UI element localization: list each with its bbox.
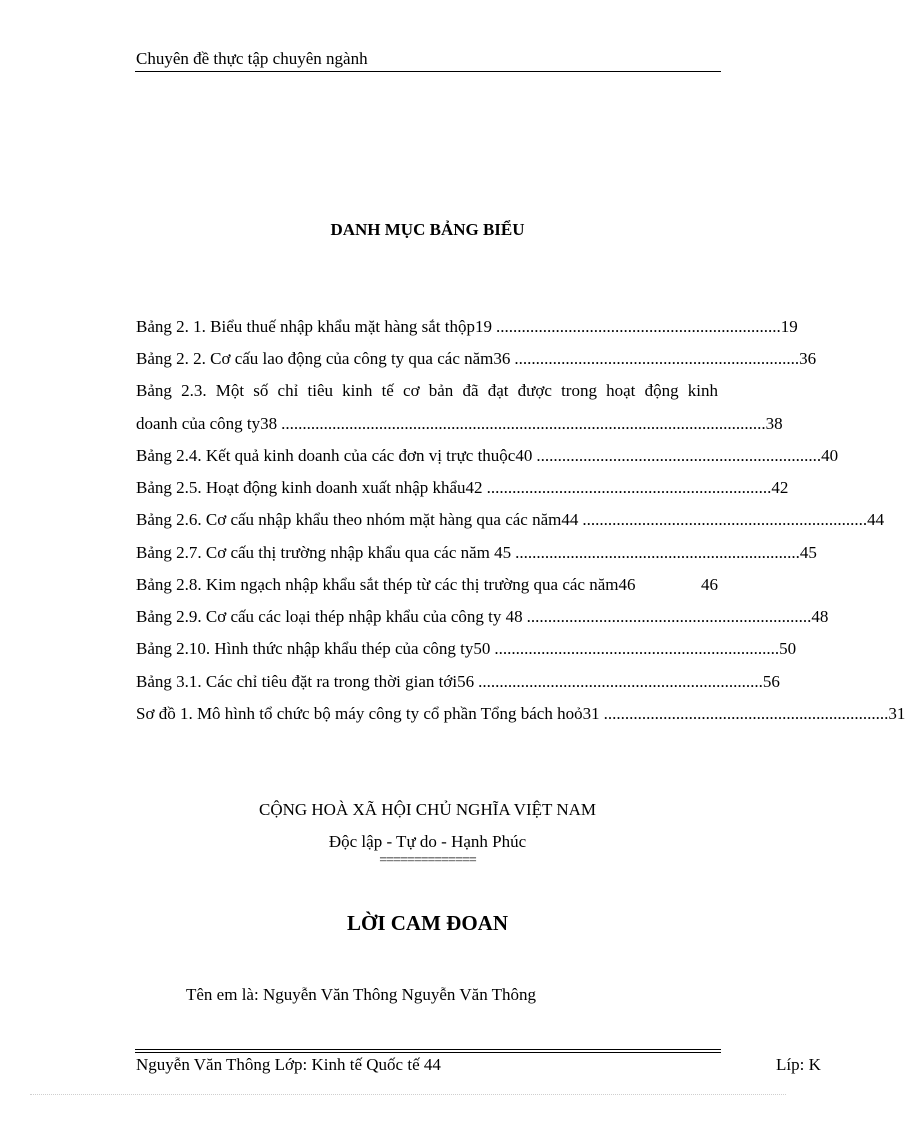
toc-entry[interactable] — [136, 317, 798, 337]
page-edge-dotted — [30, 1094, 786, 1095]
footer-student-info: Nguyễn Văn Thông Lớp: Kinh tế Quốc tế 44 — [136, 1055, 441, 1074]
toc-entry-leader: ................................................................... — [515, 543, 800, 562]
toc-entry[interactable] — [136, 704, 905, 724]
footer-rule — [135, 1049, 721, 1050]
toc-entry-leader: .................................................................................................................. — [281, 414, 766, 433]
toc-entry-page: 40 — [821, 446, 839, 465]
toc-entry-leader: ................................................................... — [536, 446, 822, 465]
toc-entry-leader: ................................................................... — [603, 704, 889, 723]
toc-entry-page: 56 — [762, 672, 780, 691]
running-header: Chuyên đề thực tập chuyên ngành — [136, 49, 368, 68]
toc-entry[interactable] — [136, 414, 783, 434]
toc-entry-label: Bảng 2. 1. Biểu thuế nhập khẩu mặt hàng sắt thộp19 — [136, 317, 492, 336]
toc-entry[interactable] — [136, 575, 718, 595]
footer-rule — [135, 1052, 721, 1053]
motto-separator: ============== — [379, 853, 476, 868]
toc-entry-leader: ................................................................... — [494, 639, 780, 658]
toc-entry[interactable] — [136, 639, 797, 659]
toc-entry-page: 19 — [780, 317, 798, 336]
toc-entry-label: doanh của công ty38 — [136, 414, 278, 433]
toc-entry[interactable] — [136, 510, 885, 530]
toc-entry-page: 48 — [811, 607, 829, 626]
toc-entry-leader: ................................................................... — [582, 510, 868, 529]
toc-entry-leader: ................................................................... — [526, 607, 812, 626]
toc-entry-page: 45 — [799, 543, 817, 562]
toc-entry-label: Sơ đồ 1. Mô hình tổ chức bộ máy công ty cổ phần Tổng bách hoỏ31 — [136, 704, 600, 723]
toc-entry[interactable] — [136, 349, 817, 369]
toc-entry[interactable] — [136, 543, 817, 563]
toc-entry-label: Bảng 2.7. Cơ cấu thị trường nhập khẩu qua các năm 45 — [136, 543, 512, 562]
commitment-title: LỜI CAM ĐOAN — [347, 911, 508, 935]
toc-entry-label: Bảng 2.9. Cơ cấu các loại thép nhập khẩu của công ty 48 — [136, 607, 523, 626]
toc-entry-label: Bảng 2.6. Cơ cấu nhập khẩu theo nhóm mặt hàng qua các năm44 — [136, 510, 579, 529]
toc-entry-page: 46 — [701, 575, 718, 594]
toc-entry-page: 42 — [771, 478, 789, 497]
toc-entry-label: Bảng 2.5. Hoạt động kinh doanh xuất nhập khẩu42 — [136, 478, 483, 497]
toc-entry-first-line[interactable]: Bảng 2.3. Một số chỉ tiêu kinh tế cơ bản đã đạt được trong hoạt động kinh — [136, 381, 718, 400]
toc-entry[interactable] — [136, 672, 780, 692]
toc-entry-page: 44 — [867, 510, 885, 529]
toc-entry[interactable] — [136, 478, 789, 498]
toc-entry-label: Bảng 3.1. Các chỉ tiêu đặt ra trong thời gian tới56 — [136, 672, 475, 691]
national-title: CỘNG HOÀ XÃ HỘI CHỦ NGHĨA VIỆT NAM — [258, 800, 596, 819]
toc-entry-page: 36 — [799, 349, 817, 368]
toc-entry-label: Bảng 2.4. Kết quả kinh doanh của các đơn vị trực thuộc40 — [136, 446, 533, 465]
toc-entry-label: Bảng 2. 2. Cơ cấu lao động của công ty qua các năm36 — [136, 349, 511, 368]
toc-entry-leader: ................................................................... — [478, 672, 763, 691]
footer-class-label: Líp: K — [776, 1055, 821, 1074]
toc-entry-leader: ................................................................... — [514, 349, 800, 368]
student-name-line: Tên em là: Nguyễn Văn Thông Nguyễn Văn Thông — [186, 985, 537, 1004]
toc-entry-page: 50 — [779, 639, 797, 658]
toc-entry-label: Bảng 2.8. Kim ngạch nhập khẩu sắt thép từ các thị trường qua các năm46 — [136, 575, 636, 594]
toc-entry-leader: ................................................................... — [486, 478, 772, 497]
toc-entry[interactable] — [136, 607, 829, 627]
toc-entry[interactable] — [136, 446, 839, 466]
toc-entry-leader: ................................................................... — [496, 317, 781, 336]
toc-entry-page: 38 — [765, 414, 783, 433]
national-motto: Độc lập - Tự do - Hạnh Phúc — [328, 832, 527, 851]
header-rule — [135, 71, 721, 72]
toc-entry-page: 31 — [888, 704, 905, 723]
toc-entry-label: Bảng 2.10. Hình thức nhập khẩu thép của công ty50 — [136, 639, 491, 658]
toc-title: DANH MỤC BẢNG BIỂU — [330, 220, 525, 239]
